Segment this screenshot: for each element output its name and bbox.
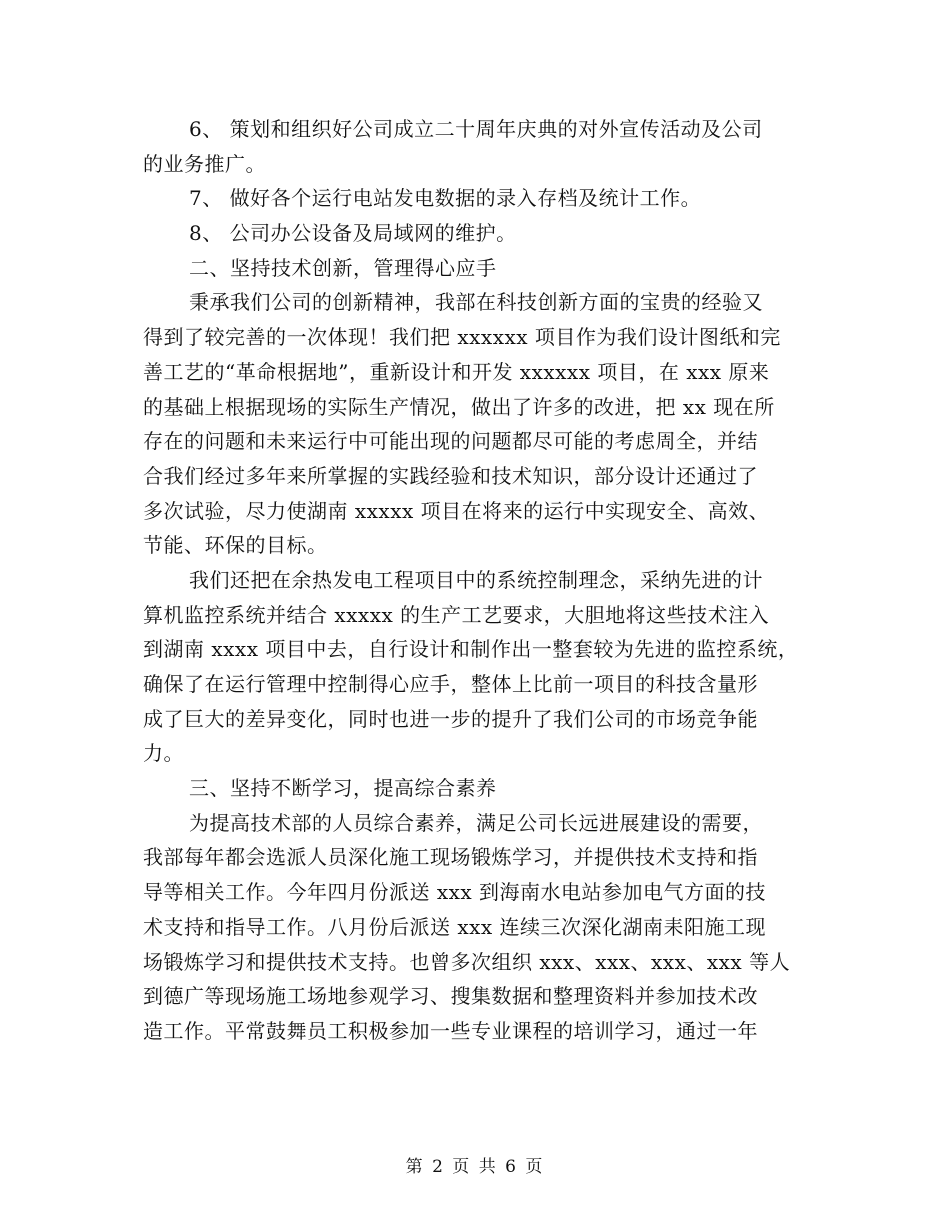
text-line: 导等相关工作。今年四月份派送 xxx 到海南水电站参加电气方面的技 (143, 880, 767, 905)
text-line: 算机监控系统并结合 xxxxx 的生产工艺要求，大胆地将这些技术注入 (143, 602, 770, 627)
text-line: 三、坚持不断学习，提高综合素养 (189, 776, 497, 801)
text-line: 存在的问题和未来运行中可能出现的问题都尽可能的考虑周全，并结 (143, 429, 758, 454)
text-line: 6、 策划和组织好公司成立二十周年庆典的对外宣传活动及公司 (189, 117, 763, 141)
text-line: 二、坚持技术创新，管理得心应手 (189, 255, 497, 280)
text-line: 我们还把在余热发电工程项目中的系统控制理念，采纳先进的计 (189, 567, 763, 592)
text-line: 秉承我们公司的创新精神，我部在科技创新方面的宝贵的经验又 (189, 290, 763, 315)
text-line: 我部每年都会选派人员深化施工现场锻炼学习，并提供技术支持和指 (143, 845, 758, 870)
text-line: 得到了较完善的一次体现！我们把 xxxxxx 项目作为我们设计图纸和完 (143, 325, 781, 350)
text-line: 造工作。平常鼓舞员工积极参加一些专业课程的培训学习，通过一年 (143, 1018, 758, 1043)
text-line: 8、 公司办公设备及局域网的维护。 (189, 221, 517, 246)
document-body (143, 112, 813, 1049)
text-line: 到德广等现场施工场地参观学习、搜集数据和整理资料并参加技术改 (143, 984, 758, 1009)
text-line: 确保了在运行管理中控制得心应手，整体上比前一项目的科技含量形 (143, 672, 758, 696)
page-number-footer: 第 2 页 共 6 页 (405, 1157, 545, 1177)
text-line: 的基础上根据现场的实际生产情况，做出了许多的改进，把 xx 现在所 (143, 394, 775, 419)
text-line: 的业务推广。 (143, 151, 266, 176)
text-line: 节能、环保的目标。 (143, 533, 328, 558)
text-line: 场锻炼学习和提供技术支持。也曾多次组织 xxx、xxx、xxx、xxx 等人 (143, 949, 791, 974)
text-line: 到湖南 xxxx 项目中去，自行设计和制作出一整套较为先进的监控系统， (143, 637, 799, 662)
text-line: 为提高技术部的人员综合素养，满足公司长远进展建设的需要， (189, 810, 763, 835)
text-line: 多次试验，尽力使湖南 xxxxx 项目在将来的运行中实现安全、高效、 (143, 498, 770, 523)
text-line: 术支持和指导工作。八月份后派送 xxx 连续三次深化湖南耒阳施工现 (143, 914, 767, 939)
text-line: 合我们经过多年来所掌握的实践经验和技术知识，部分设计还通过了 (143, 463, 758, 488)
text-line: 成了巨大的差异变化，同时也进一步的提升了我们公司的市场竞争能 (143, 706, 758, 731)
text-line: 力。 (143, 741, 184, 766)
text-line: 7、 做好各个运行电站发电数据的录入存档及统计工作。 (189, 186, 702, 211)
text-line: 善工艺的“革命根据地”，重新设计和开发 xxxxxx 项目，在 xxx 原来 (143, 359, 770, 384)
